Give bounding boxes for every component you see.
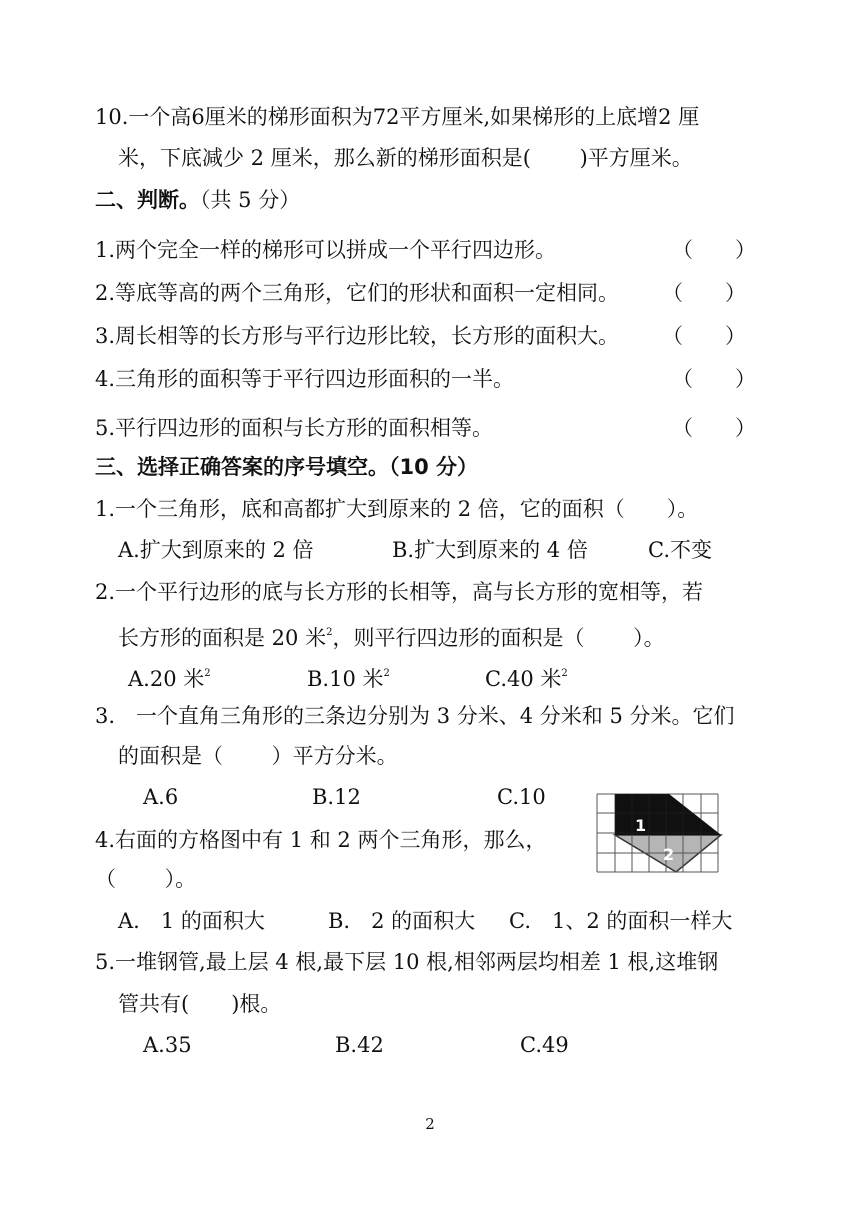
judge-answer-blank-1[interactable]: （ ）	[672, 238, 756, 262]
judge-item-4: 4.三角形的面积等于平行四边形面积的一半。	[95, 367, 515, 391]
mc-q5-line1: 5.一堆钢管,最上层 4 根,最下层 10 根,相邻两层均相差 1 根,这堆钢	[95, 950, 719, 974]
triangle-2-label: 2	[663, 845, 675, 864]
mc-q2-option-a-sup: 2	[204, 668, 211, 679]
mc-q2-option-c-sup: 2	[561, 668, 568, 679]
mc-q5-option-a[interactable]: A.35	[143, 1033, 192, 1057]
mc-q2-option-a-text: A.20 米	[128, 667, 205, 691]
mc-q2-option-a[interactable]	[128, 659, 211, 694]
judge-answer-blank-2[interactable]: （ ）	[662, 281, 746, 305]
mc-q3-option-c[interactable]: C.10	[497, 785, 546, 809]
mc-q5-option-b[interactable]: B.42	[335, 1033, 384, 1057]
mc-q4-option-c[interactable]: C. 1、2 的面积一样大	[509, 909, 733, 933]
triangle-grid-figure	[591, 788, 727, 876]
mc-q3-line1: 3. 一个直角三角形的三条边分别为 3 分米、4 分米和 5 分米。它们	[95, 704, 735, 728]
mc-q1-option-a[interactable]: A.扩大到原来的 2 倍	[118, 538, 314, 562]
mc-q4-option-b[interactable]: B. 2 的面积大	[328, 909, 476, 933]
section3-heading: 三、选择正确答案的序号填空。（10 分）	[95, 455, 479, 479]
mc-q2-line2	[118, 618, 665, 653]
section2-note: （共 5 分）	[200, 188, 301, 212]
q10-line2: 米，下底减少 2 厘米，那么新的梯形面积是( )平方厘米。	[118, 146, 693, 170]
section2-heading-row	[95, 185, 300, 215]
mc-q2-line2-part2: ，则平行四边形的面积是（ ）。	[332, 626, 665, 650]
section2-heading: 二、判断。	[95, 188, 200, 212]
page-number: 2	[425, 1115, 435, 1133]
mc-q1-option-c[interactable]: C.不变	[648, 538, 712, 562]
judge-item-5: 5.平行四边形的面积与长方形的面积相等。	[95, 416, 494, 440]
mc-q2-option-b-sup: 2	[383, 668, 390, 679]
mc-q2-option-b[interactable]	[307, 659, 390, 694]
mc-q4-line1: 4.右面的方格图中有 1 和 2 两个三角形，那么，	[95, 828, 547, 852]
mc-q1-option-b[interactable]: B.扩大到原来的 4 倍	[392, 538, 588, 562]
mc-q5-option-c[interactable]: C.49	[520, 1033, 569, 1057]
mc-q2-option-b-text: B.10 米	[307, 667, 384, 691]
mc-q2-option-c[interactable]	[485, 659, 568, 694]
mc-q2-option-c-text: C.40 米	[485, 667, 562, 691]
mc-q1-text: 1.一个三角形，底和高都扩大到原来的 2 倍，它的面积（ ）。	[95, 497, 699, 521]
judge-answer-blank-3[interactable]: （ ）	[662, 324, 746, 348]
judge-item-1: 1.两个完全一样的梯形可以拼成一个平行四边形。	[95, 238, 557, 262]
mc-q4-option-a[interactable]: A. 1 的面积大	[118, 909, 265, 933]
mc-q4-line2: （ ）。	[95, 867, 197, 891]
judge-answer-blank-5[interactable]: （ ）	[672, 416, 756, 440]
mc-q2-sup: 2	[326, 627, 333, 638]
judge-item-2: 2.等底等高的两个三角形，它们的形状和面积一定相同。	[95, 281, 620, 305]
mc-q3-option-a[interactable]: A.6	[143, 785, 179, 809]
judge-item-3: 3.周长相等的长方形与平行边形比较，长方形的面积大。	[95, 324, 620, 348]
q10-line1: 10.一个高6厘米的梯形面积为72平方厘米,如果梯形的上底增2 厘	[95, 105, 700, 129]
mc-q2-line1: 2.一个平行边形的底与长方形的长相等，高与长方形的宽相等，若	[95, 580, 704, 604]
mc-q2-line2-part1: 长方形的面积是 20 米	[118, 626, 327, 650]
mc-q3-option-b[interactable]: B.12	[312, 785, 361, 809]
triangle-1-label: 1	[635, 816, 647, 835]
mc-q3-line2: 的面积是（ ）平方分米。	[118, 744, 398, 768]
mc-q5-line2: 管共有( )根。	[118, 992, 282, 1016]
judge-answer-blank-4[interactable]: （ ）	[672, 367, 756, 391]
